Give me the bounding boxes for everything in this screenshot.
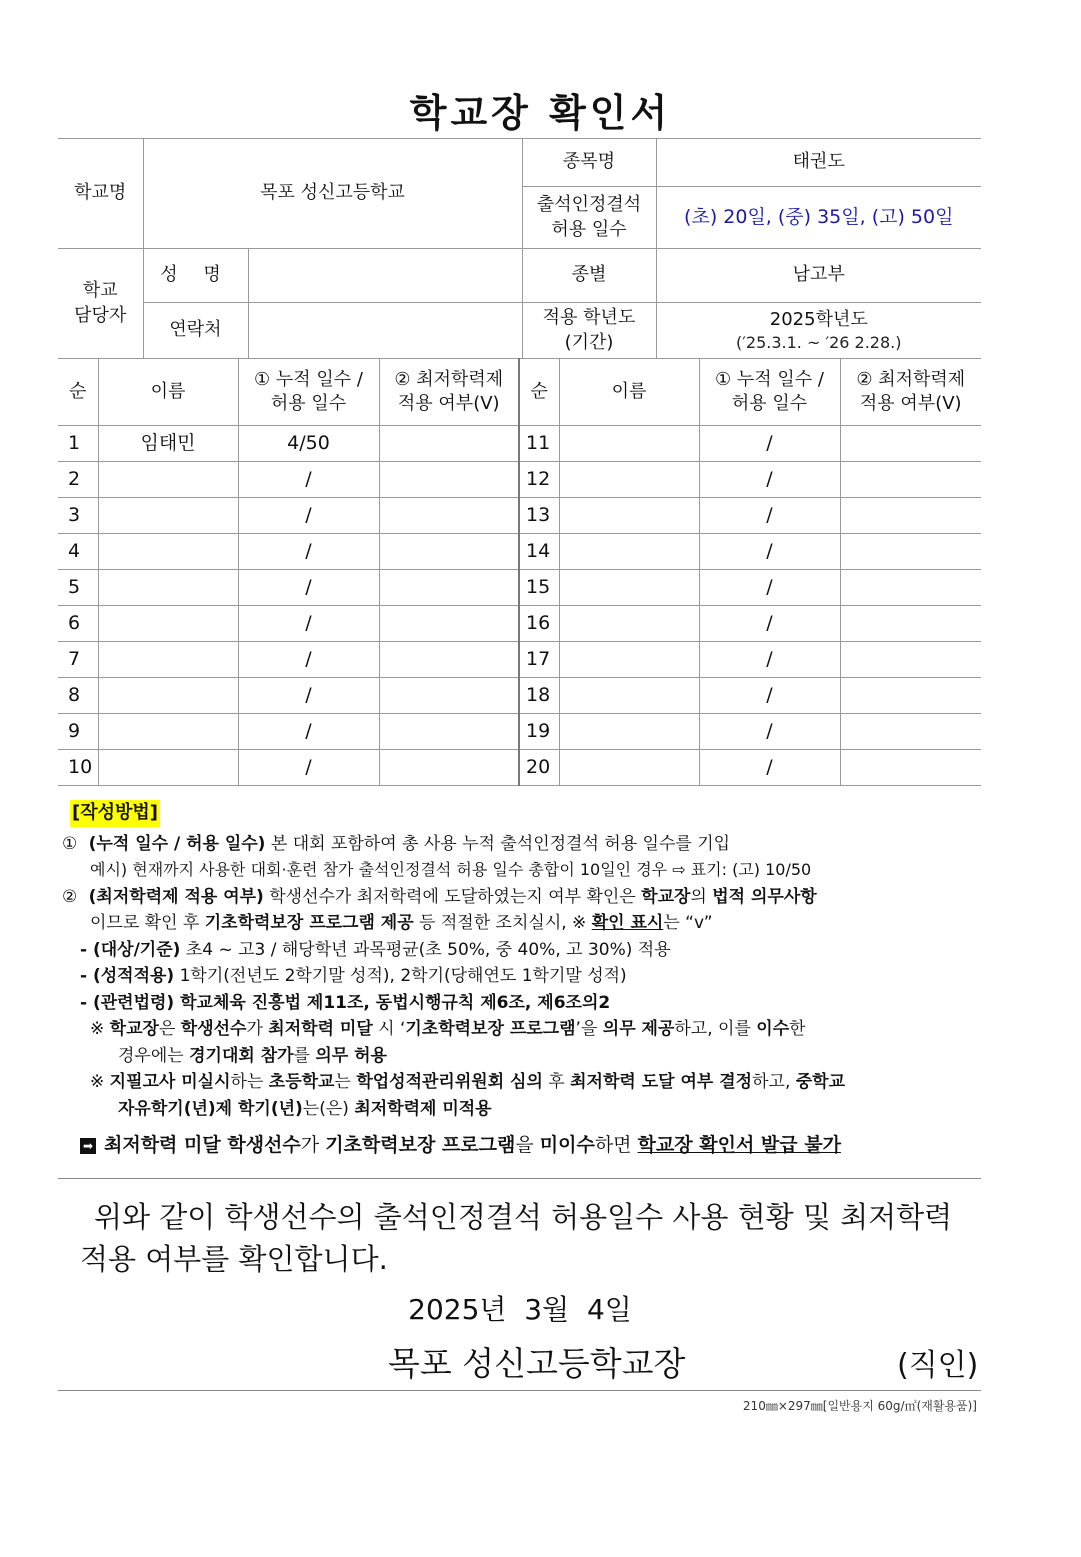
sport-value: 태권도 bbox=[656, 139, 981, 187]
official-seal-placeholder: (직인) bbox=[897, 1348, 979, 1383]
divider bbox=[58, 1178, 981, 1179]
seq-cell: 18 bbox=[519, 678, 559, 714]
seq-cell: 6 bbox=[58, 606, 98, 642]
detail-law: - (관련법령) 학교체육 진흥법 제11조, 동법시행규칙 제6조, 제6조의2 bbox=[80, 992, 611, 1013]
instructions-heading: [작성방법] bbox=[70, 800, 160, 827]
detail-target-text: 초4 ~ 고3 / 해당학년 과목평균(초 50%, 중 40%, 고 30%) 적용 bbox=[180, 939, 671, 960]
remark1-i: ’을 bbox=[575, 1019, 603, 1039]
min-academic-cell bbox=[379, 498, 519, 534]
remark2-c: 하는 bbox=[230, 1072, 269, 1092]
note2-line2e: 는 “v” bbox=[663, 913, 713, 933]
days-cell: / bbox=[238, 750, 379, 786]
final-f: 하면 bbox=[594, 1134, 638, 1156]
remark2-i: 하고, bbox=[752, 1072, 796, 1092]
school-year-label bbox=[522, 303, 656, 359]
remark2-line2c: 최저학력제 미적용 bbox=[354, 1098, 492, 1119]
min-academic-header bbox=[379, 359, 519, 426]
remark2-line2b: 는(은) bbox=[302, 1098, 355, 1119]
min-academic-cell bbox=[379, 462, 519, 498]
days-cell: / bbox=[699, 750, 840, 786]
days-header-2-line1: ① 누적 일수 / bbox=[715, 368, 824, 390]
division-value: 남고부 bbox=[656, 249, 981, 303]
name-cell bbox=[559, 606, 699, 642]
min-academic-cell bbox=[840, 642, 981, 678]
seq-cell: 3 bbox=[58, 498, 98, 534]
athlete-roster-table bbox=[58, 358, 981, 786]
seq-cell: 11 bbox=[519, 426, 559, 462]
detail-grades-text: 1학기(전년도 2학기말 성적), 2학기(당해연도 1학기말 성적) bbox=[174, 966, 627, 986]
remark2-h: 최저학력 도달 여부 결정 bbox=[570, 1072, 753, 1092]
final-d: 을 bbox=[515, 1134, 540, 1156]
manager-name-label: 성 명 bbox=[143, 249, 248, 303]
seq-cell: 19 bbox=[519, 714, 559, 750]
min-academic-cell bbox=[379, 534, 519, 570]
days-cell: / bbox=[699, 606, 840, 642]
name-cell bbox=[98, 714, 238, 750]
days-cell: / bbox=[699, 426, 840, 462]
remark1-f: 최저학력 미달 bbox=[268, 1019, 373, 1039]
min-academic-cell bbox=[840, 534, 981, 570]
detail-target-title: - (대상/기준) bbox=[80, 939, 181, 960]
table-row bbox=[58, 750, 981, 786]
remark2-f: 학업성적관리위원회 심의 bbox=[356, 1072, 543, 1092]
school-name-label: 학교명 bbox=[58, 139, 143, 249]
min-academic-cell bbox=[840, 750, 981, 786]
name-cell bbox=[559, 678, 699, 714]
min-academic-header-2 bbox=[840, 359, 981, 426]
allowed-days-label-line2: 허용 일수 bbox=[551, 218, 627, 240]
allowed-days-label-line1: 출석인정결석 bbox=[536, 194, 642, 216]
days-cell: / bbox=[238, 714, 379, 750]
final-a: 최저학력 미달 학생선수 bbox=[104, 1134, 301, 1156]
seq-header-2: 순 bbox=[519, 359, 559, 426]
final-e: 미이수 bbox=[539, 1134, 595, 1156]
seq-cell: 15 bbox=[519, 570, 559, 606]
min-academic-cell bbox=[379, 606, 519, 642]
min-academic-cell bbox=[840, 678, 981, 714]
school-year-value bbox=[656, 303, 981, 359]
seq-cell: 7 bbox=[58, 642, 98, 678]
paper-spec: 210㎜×297㎜[일반용지 60g/㎡(재활용품)] bbox=[742, 1399, 977, 1413]
days-cell: / bbox=[238, 570, 379, 606]
days-cell: / bbox=[699, 678, 840, 714]
min-academic-cell bbox=[840, 570, 981, 606]
remark1-j: 의무 제공 bbox=[602, 1019, 675, 1039]
name-cell bbox=[559, 642, 699, 678]
name-cell: 임태민 bbox=[98, 426, 238, 462]
confirmation-line1: 위와 같이 학생선수의 출석인정결석 허용일수 사용 현황 및 최저학력 bbox=[94, 1200, 953, 1234]
seq-cell: 4 bbox=[58, 534, 98, 570]
seq-header: 순 bbox=[58, 359, 98, 426]
min-academic-cell bbox=[379, 642, 519, 678]
name-cell bbox=[559, 462, 699, 498]
manager-contact-value bbox=[248, 303, 522, 359]
note2-title: (최저학력제 적용 여부) bbox=[88, 886, 264, 907]
note2-particle: 의 bbox=[690, 886, 713, 907]
remark1-h: 기초학력보장 프로그램 bbox=[405, 1019, 576, 1039]
arrow-right-icon: ➡ bbox=[80, 1138, 96, 1154]
table-row bbox=[58, 426, 981, 462]
name-header-2: 이름 bbox=[559, 359, 699, 426]
days-cell: / bbox=[699, 462, 840, 498]
days-header bbox=[238, 359, 379, 426]
table-row bbox=[58, 462, 981, 498]
school-year-label-line2: (기간) bbox=[564, 331, 614, 353]
school-year-text: 2025학년도 bbox=[769, 308, 868, 330]
remark2-d: 초등학교 bbox=[268, 1072, 335, 1092]
note2-text: 학생선수가 최저학력에 도달하였는지 여부 확인은 bbox=[263, 886, 642, 907]
note1-marker: ① bbox=[62, 833, 78, 854]
manager-contact-label: 연락처 bbox=[143, 303, 248, 359]
footer-divider bbox=[58, 1390, 981, 1391]
principal-signature-line: 목포 성신고등학교장 bbox=[388, 1344, 686, 1383]
seq-cell: 5 bbox=[58, 570, 98, 606]
remark1-m: 한 bbox=[789, 1019, 806, 1039]
school-name-value: 목포 성신고등학교 bbox=[143, 139, 522, 249]
remark1-e: 가 bbox=[246, 1019, 269, 1039]
days-cell: / bbox=[238, 678, 379, 714]
min-academic-cell bbox=[840, 606, 981, 642]
seq-cell: 8 bbox=[58, 678, 98, 714]
note2-legal-duty: 법적 의무사항 bbox=[712, 886, 817, 907]
allowed-days-value: (초) 20일, (중) 35일, (고) 50일 bbox=[656, 187, 981, 249]
manager-name-value bbox=[248, 249, 522, 303]
remark1-b: 학교장 bbox=[109, 1019, 159, 1039]
note2-program: 기초학력보장 프로그램 제공 bbox=[204, 913, 414, 933]
remark1-g: 시 ‘ bbox=[372, 1019, 406, 1039]
school-year-label-line1: 적용 학년도 bbox=[542, 307, 636, 329]
seq-cell: 10 bbox=[58, 750, 98, 786]
table-row bbox=[58, 498, 981, 534]
days-header-line2: 허용 일수 bbox=[270, 393, 347, 414]
division-label: 종별 bbox=[522, 249, 656, 303]
note2-check-mark: 확인 표시 bbox=[591, 913, 664, 933]
name-cell bbox=[559, 498, 699, 534]
seq-cell: 2 bbox=[58, 462, 98, 498]
final-warning: 학교장 확인서 발급 불가 bbox=[637, 1134, 841, 1156]
manager-label-line1: 학교 bbox=[82, 280, 118, 302]
name-cell bbox=[559, 714, 699, 750]
name-cell bbox=[98, 570, 238, 606]
days-cell: / bbox=[238, 642, 379, 678]
note1-example: 예시) 현재까지 사용한 대회·훈련 참가 출석인정결석 허용 일수 총합이 10일인 경우 ⇨ 표기: (고) 10/50 bbox=[90, 860, 812, 879]
manager-label-line2: 담당자 bbox=[74, 304, 127, 326]
final-b: 가 bbox=[300, 1134, 326, 1156]
table-row bbox=[58, 606, 981, 642]
note2-principal: 학교장 bbox=[641, 886, 691, 907]
min-academic-cell bbox=[379, 570, 519, 606]
days-cell: 4/50 bbox=[238, 426, 379, 462]
days-cell: / bbox=[238, 462, 379, 498]
detail-grades-title: - (성적적용) bbox=[80, 966, 175, 986]
name-cell bbox=[98, 642, 238, 678]
allowed-days-label bbox=[522, 187, 656, 249]
remark2-j: 중학교 bbox=[795, 1072, 846, 1092]
days-header-line1: ① 누적 일수 / bbox=[254, 368, 363, 390]
note2-marker: ② bbox=[62, 886, 78, 907]
table-row bbox=[58, 570, 981, 606]
name-cell bbox=[98, 498, 238, 534]
min-academic-cell bbox=[840, 426, 981, 462]
remark2-b: 지필고사 미실시 bbox=[109, 1072, 231, 1092]
seq-cell: 13 bbox=[519, 498, 559, 534]
remark1-k: 하고, 이를 bbox=[674, 1019, 757, 1039]
name-cell bbox=[559, 750, 699, 786]
days-cell: / bbox=[699, 498, 840, 534]
days-cell: / bbox=[699, 570, 840, 606]
remark1-line2a: 경우에는 bbox=[118, 1045, 190, 1066]
name-cell bbox=[98, 534, 238, 570]
seq-cell: 14 bbox=[519, 534, 559, 570]
min-academic-cell bbox=[840, 714, 981, 750]
seq-cell: 1 bbox=[58, 426, 98, 462]
table-row bbox=[58, 642, 981, 678]
table-row bbox=[58, 534, 981, 570]
seq-cell: 16 bbox=[519, 606, 559, 642]
name-cell bbox=[98, 606, 238, 642]
school-year-period: (′25.3.1. ~ ′26 2.28.) bbox=[736, 332, 902, 352]
remark1-mark: ※ bbox=[90, 1019, 110, 1039]
document-title: 학교장 확인서 bbox=[409, 91, 672, 135]
table-row bbox=[58, 714, 981, 750]
seq-cell: 12 bbox=[519, 462, 559, 498]
min-academic-cell bbox=[840, 462, 981, 498]
days-cell: / bbox=[699, 714, 840, 750]
note1-text: 본 대회 포함하여 총 사용 누적 출석인정결석 허용 일수를 기입 bbox=[265, 833, 731, 854]
manager-label bbox=[58, 249, 143, 359]
days-cell: / bbox=[699, 534, 840, 570]
days-cell: / bbox=[238, 498, 379, 534]
note2-line2c: 등 적절한 조치실시, ※ bbox=[413, 913, 592, 933]
seq-cell: 17 bbox=[519, 642, 559, 678]
confirmation-statement bbox=[80, 1196, 980, 1280]
remark1-c: 은 bbox=[158, 1019, 181, 1039]
note2-line2a: 이므로 확인 후 bbox=[90, 913, 205, 933]
seq-cell: 20 bbox=[519, 750, 559, 786]
min-academic-cell bbox=[379, 714, 519, 750]
min-academic-cell bbox=[379, 426, 519, 462]
remark2-line2a: 자유학기(년)제 학기(년) bbox=[118, 1098, 303, 1119]
days-cell: / bbox=[238, 534, 379, 570]
days-cell: / bbox=[699, 642, 840, 678]
issue-date: 2025년 3월 4일 bbox=[408, 1293, 632, 1326]
remark1-line2d: 의무 허용 bbox=[315, 1045, 387, 1066]
sport-label: 종목명 bbox=[522, 139, 656, 187]
days-cell: / bbox=[238, 606, 379, 642]
min-academic-header-2-line1: ② 최저학력제 bbox=[856, 368, 966, 390]
final-c: 기초학력보장 프로그램 bbox=[325, 1134, 516, 1156]
min-academic-cell bbox=[840, 498, 981, 534]
name-cell bbox=[559, 570, 699, 606]
name-cell bbox=[98, 750, 238, 786]
min-academic-header-line1: ② 최저학력제 bbox=[394, 368, 504, 390]
name-cell bbox=[98, 678, 238, 714]
name-cell bbox=[559, 534, 699, 570]
remark1-l: 이수 bbox=[756, 1019, 790, 1039]
days-header-2 bbox=[699, 359, 840, 426]
remark1-line2b: 경기대회 참가 bbox=[189, 1045, 294, 1066]
table-row bbox=[58, 678, 981, 714]
remark2-e: 는 bbox=[334, 1072, 357, 1092]
seq-cell: 9 bbox=[58, 714, 98, 750]
name-cell bbox=[98, 462, 238, 498]
min-academic-header-2-line2: 적용 여부(V) bbox=[859, 393, 962, 414]
name-cell bbox=[559, 426, 699, 462]
min-academic-cell bbox=[379, 750, 519, 786]
remark2-g: 후 bbox=[542, 1072, 571, 1092]
remark1-d: 학생선수 bbox=[180, 1019, 247, 1039]
remark1-line2c: 를 bbox=[293, 1045, 316, 1066]
note1-title: (누적 일수 / 허용 일수) bbox=[88, 833, 266, 854]
name-header: 이름 bbox=[98, 359, 238, 426]
school-info-table bbox=[58, 138, 981, 359]
remark2-mark: ※ bbox=[90, 1072, 110, 1092]
min-academic-header-line2: 적용 여부(V) bbox=[397, 393, 500, 414]
confirmation-line2: 적용 여부를 확인합니다. bbox=[80, 1242, 388, 1276]
min-academic-cell bbox=[379, 678, 519, 714]
days-header-2-line2: 허용 일수 bbox=[731, 393, 808, 414]
writing-instructions bbox=[62, 800, 982, 1160]
